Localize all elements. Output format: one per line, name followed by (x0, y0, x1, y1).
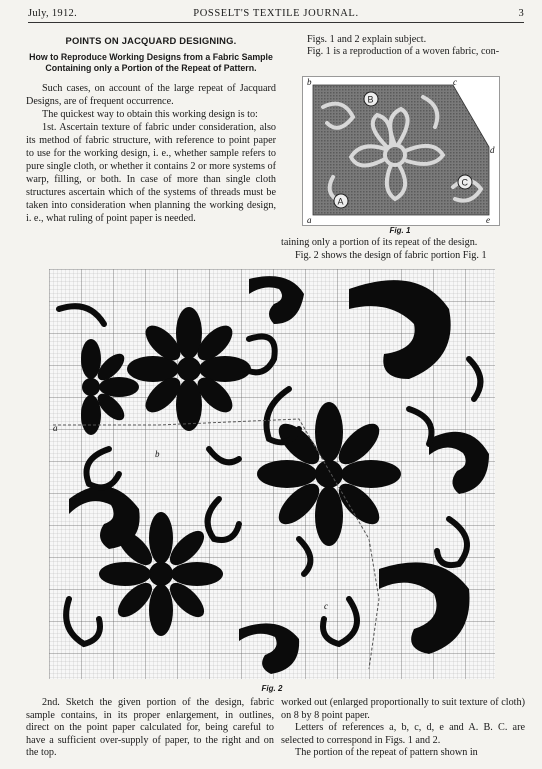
letter-d: d (490, 145, 495, 155)
letter-a: a (53, 423, 58, 433)
article-title: POINTS ON JACQUARD DESIGNING. (65, 35, 237, 46)
label-B: B (367, 94, 374, 105)
label-C: C (461, 177, 468, 188)
figure-2-point-paper-design (49, 269, 495, 679)
letter-a: a (307, 215, 312, 225)
label-A: A (337, 196, 344, 207)
letter-b: b (307, 77, 312, 87)
paragraph: Figs. 1 and 2 explain subject. (307, 34, 427, 45)
page-number: 3 (518, 8, 524, 19)
header-rule (28, 22, 524, 23)
letter-c: c (324, 601, 328, 611)
right-column-after-figure (281, 236, 525, 262)
running-header (28, 8, 524, 22)
figure-1-caption: Fig. 1 (389, 226, 411, 235)
issue-date: July, 1912. (28, 8, 77, 19)
paragraph: Letters of references a, b, c, d, e and A. B. C. are selected to correspond in Figs. 1 and 2. (281, 722, 525, 746)
figure-2-caption: Fig. 2 (261, 684, 283, 693)
paragraph: taining only a portion of its repeat of the design. (281, 237, 478, 248)
paragraph: The portion of the repeat of pattern shown in (295, 747, 478, 758)
article-subtitle: How to Reproduce Working Designs from a Fabric Sample Containing only a Portion of the Repeat of Pattern. (29, 52, 273, 73)
letter-c: c (453, 77, 457, 87)
figure-1-fabric-photo (302, 76, 500, 226)
paragraph: 2nd. Sketch the given portion of the design, fabric sample contains, in its proper enlargement, in outlines, direct on the point paper calculated for, being careful to have a sufficient over-supply of paper, to the right and on the top. (26, 697, 274, 758)
left-column (26, 30, 276, 225)
paragraph: Fig. 1 is a reproduction of a woven fabric, con- (307, 46, 500, 57)
paragraph: The quickest way to obtain this working design is to: (42, 109, 258, 120)
paragraph: Such cases, on account of the large repeat of Jacquard Designs, are of frequent occurrence. (26, 83, 276, 107)
journal-title: POSSELT'S TEXTILE JOURNAL. (193, 8, 359, 19)
fabric-image (303, 77, 499, 225)
bottom-right-column (281, 697, 525, 760)
letter-e: e (486, 215, 490, 225)
right-column-top (293, 34, 525, 58)
point-paper-design (49, 269, 495, 679)
bottom-left-column (26, 697, 274, 760)
letter-b: b (155, 449, 160, 459)
paragraph: 1st. Ascertain texture of fabric under consideration, also its method of fabric structure, with reference to point paper to use for the working design, i. e., whether sample refers to pure single cloth, or whether it contains 2 or more systems of warp, filling, or both. In case of more than single cloth structures ascertain which of the systems of threads must be taken into consideration when planning the working design, i. e., what ruling of point paper is needed. (26, 122, 276, 224)
paragraph: Fig. 2 shows the design of fabric portion Fig. 1 (295, 250, 487, 261)
paragraph: worked out (enlarged proportionally to suit texture of cloth) on 8 by 8 point paper. (281, 697, 525, 721)
